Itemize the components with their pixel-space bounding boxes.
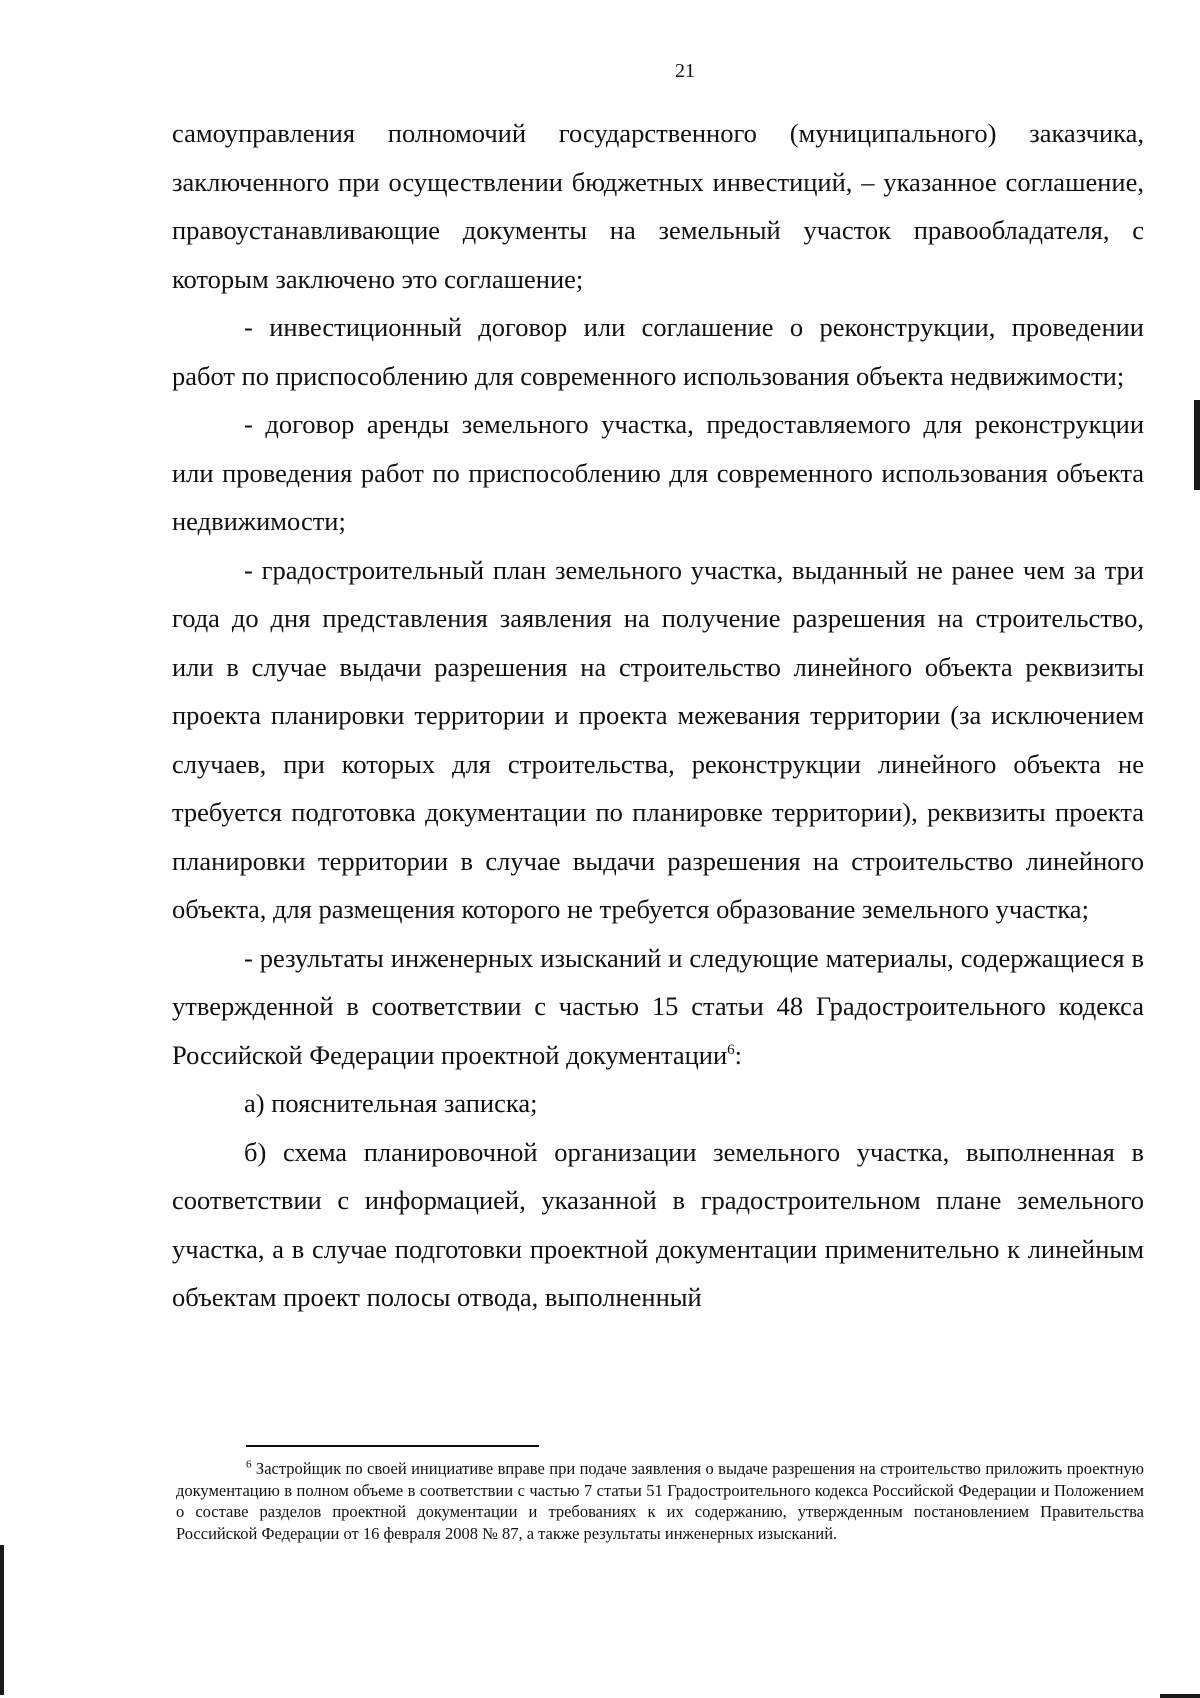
scan-edge-mark-left — [0, 1545, 4, 1695]
page-number: 21 — [675, 60, 695, 82]
paragraph-survey-results-punct: : — [734, 1039, 743, 1070]
paragraph-investment-agreement: - инвестиционный договор или соглашение о реконструкции, проведении работ по приспособлению для современного использования объекта недвижимости; — [172, 312, 1144, 391]
paragraph-urban-plan: - градостроительный план земельного участка, выданный не ранее чем за три года до дня представления заявления на получение разрешения на строительство, или в случае выдачи разрешения на строительство линейного объекта реквизиты проекта планировки территории и проекта межевания территории (за исключением случаев, при которых для строительства, реконструкции линейного объекта не требуется подготовка документации по планировке территории), реквизиты проекта планировки территории в случае выдачи разрешения на строительство линейного объекта, для размещения которого не требуется образование земельного участка; — [172, 554, 1144, 924]
footnote-reference[interactable]: 6 — [727, 1041, 735, 1058]
paragraph-lease-agreement: - договор аренды земельного участка, предоставляемого для реконструкции или проведения работ по приспособлению для современного использования объекта недвижимости; — [172, 409, 1144, 536]
paragraph-survey-results — [172, 934, 1144, 1080]
scan-edge-mark-right — [1194, 400, 1200, 490]
paragraph-item-a: а) пояснительная записка; — [244, 1088, 538, 1118]
paragraph-survey-results-text: - результаты инженерных изысканий и следующие материалы, содержащиеся в утвержденной в соответствии с частью 15 статьи 48 Градостроительного кодекса Российской Федерации проектной документации — [172, 942, 1144, 1070]
footnote-divider — [246, 1445, 539, 1447]
footnote-text: Застройщик по своей инициативе вправе при подаче заявления о выдаче разрешения на строительство приложить проектную документацию в полном объеме в соответствии с частью 7 статьи 51 Градостроительного кодекса Российской Федерации и Положением о составе разделов проектной документации и требованиях к их содержанию, утвержденным постановлением Правительства Российской Федерации от 16 февраля 2008 № 87, а также результаты инженерных изысканий. — [176, 1459, 1144, 1543]
paragraph-continuation: самоуправления полномочий государственного (муниципального) заказчика, заключенного при осуществлении бюджетных инвестиций, – указанное соглашение, правоустанавливающие документы на земельный участок правообладателя, с которым заключено это соглашение; — [172, 118, 1144, 294]
document-body — [172, 109, 1144, 1322]
footnote-mark: 6 — [246, 1458, 252, 1471]
scan-edge-mark-bottom — [1160, 1694, 1200, 1698]
paragraph-item-b: б) схема планировочной организации земельного участка, выполненная в соответствии с информацией, указанной в градостроительном плане земельного участка, а в случае подготовки проектной документации применительно к линейным объектам проект полосы отвода, выполненный — [172, 1136, 1144, 1312]
footnote — [176, 1458, 1144, 1544]
